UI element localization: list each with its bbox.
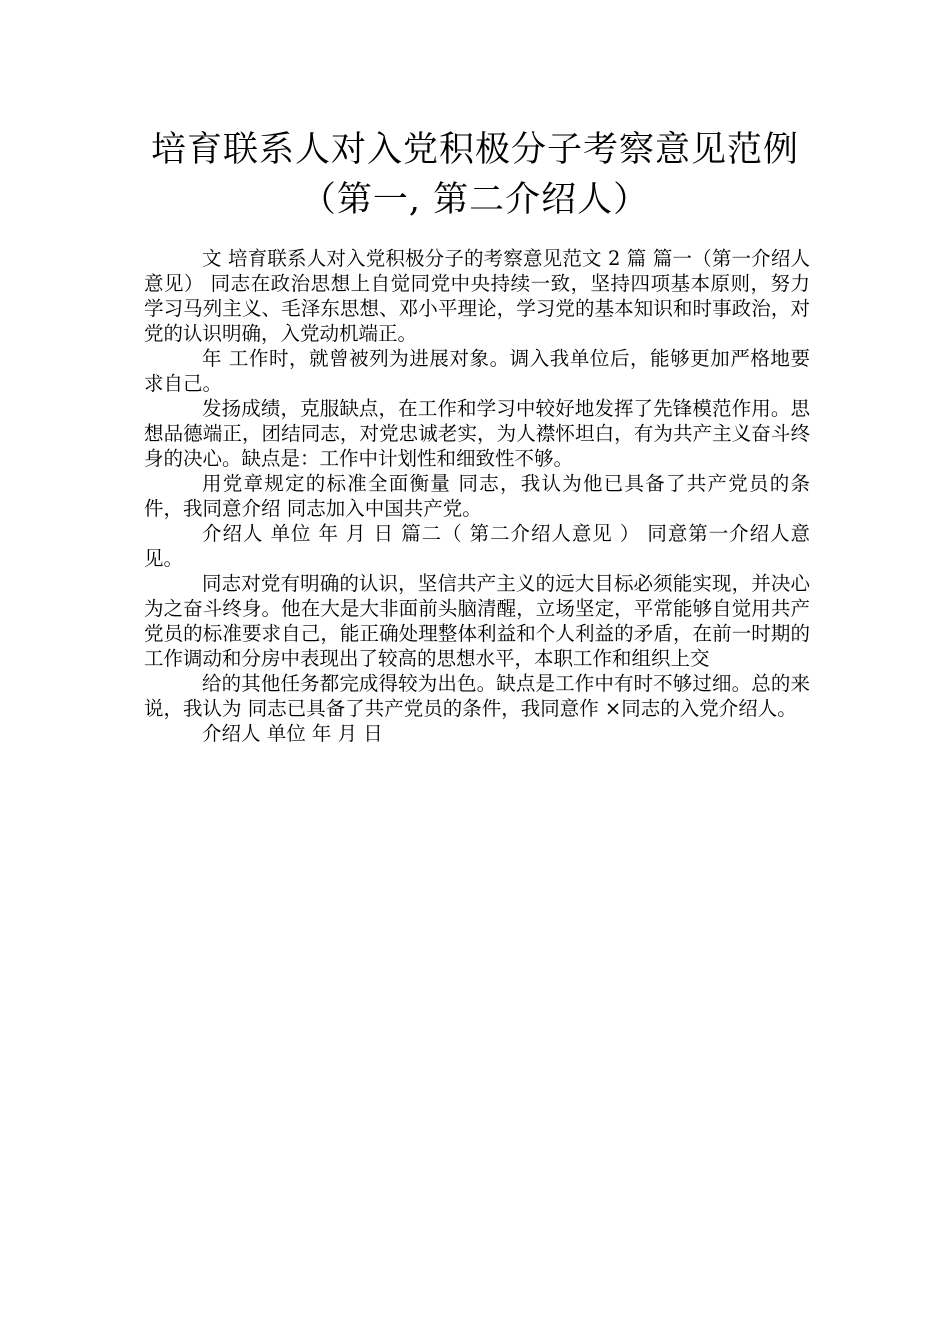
paragraph-second-conclusion: 给的其他任务都完成得较为出色。缺点是工作中有时不够过细。总的来说，我认为 同志已具备了共产党员的条件，我同意作 ×同志的入党介绍人。 [144, 672, 810, 720]
paragraph-second-introducer-assessment: 同志对党有明确的认识，坚信共产主义的远大目标必须能实现，并决心为之奋斗终身。他在大是大非面前头脑清醒，立场坚定，平常能够自觉用共产党员的标准要求自己，能正确处理整体利益和个人利益的矛盾，在前一时期的工作调动和分房中表现出了较高的思想水平，本职工作和组织上交 [144, 572, 810, 670]
paragraph-final-signature: 介绍人 单位 年 月 日 [202, 722, 383, 745]
paragraph-signature-and-second-opinion: 介绍人 单位 年 月 日 篇二（ 第二介绍人意见 ） 同意第一介绍人意见。 [144, 522, 810, 570]
paragraph-recommendation: 用党章规定的标准全面衡量 同志，我认为他已具备了共产党员的条件，我同意介绍 同志加入中国共产党。 [144, 472, 810, 520]
document-title: 培育联系人对入党积极分子考察意见范例 [150, 130, 799, 170]
paragraph-work-history: 年 工作时，就曾被列为进展对象。调入我单位后，能够更加严格地要求自己。 [144, 347, 810, 395]
document-body [144, 246, 810, 746]
document-subtitle: （第一, 第二介绍人） [300, 180, 650, 220]
paragraph-strengths-weaknesses: 发扬成绩，克服缺点，在工作和学习中较好地发挥了先锋模范作用。思想品德端正，团结同志，对党忠诚老实，为人襟怀坦白，有为共产主义奋斗终身的决心。缺点是：工作中计划性和细致性不够。 [144, 397, 810, 470]
paragraph-first-introducer-opinion: 文 培育联系人对入党积极分子的考察意见范文 2 篇 篇一（第一介绍人意见） 同志在政治思想上自觉同党中央持续一致，坚持四项基本原则，努力学习马列主义、毛泽东思想、邓小平理论，学习党的基本知识和时事政治，对党的认识明确，入党动机端正。 [144, 247, 810, 345]
